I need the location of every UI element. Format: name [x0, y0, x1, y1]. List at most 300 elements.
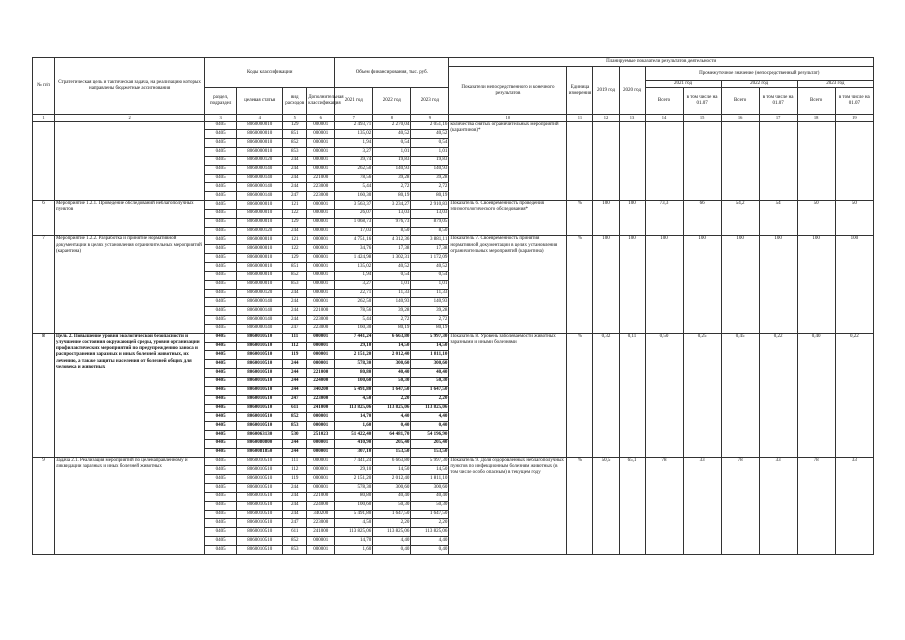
- amount-2022: 50,30: [373, 377, 411, 386]
- amount-2021: 3 563,37: [335, 201, 373, 210]
- dop-cell: 000001: [307, 466, 335, 475]
- amount-2021: 262,50: [335, 165, 373, 174]
- vid-cell: 121: [283, 201, 307, 210]
- dop-cell: 340200: [307, 510, 335, 519]
- razdel-cell: 0405: [205, 466, 237, 475]
- dop-cell: 000001: [307, 227, 335, 236]
- indicator-i2023t: 50: [797, 201, 835, 236]
- razdel-cell: 0405: [205, 448, 237, 457]
- amount-2022: 140,93: [373, 165, 411, 174]
- razdel-cell: 0405: [205, 351, 237, 360]
- vid-cell: 853: [283, 280, 307, 289]
- stat-cell: 8060010510: [237, 501, 283, 510]
- row-number: 8: [33, 333, 55, 457]
- amount-2023: 0,54: [411, 271, 449, 280]
- amount-2022: 11,33: [373, 289, 411, 298]
- indicator-i2022t: 54,2: [721, 201, 759, 236]
- amount-2021: 17,03: [335, 227, 373, 236]
- vid-cell: 129: [283, 254, 307, 263]
- column-number: 2: [55, 115, 205, 122]
- dop-cell: 000001: [307, 218, 335, 227]
- table-row: [33, 236, 874, 245]
- amount-2022: 2 270,04: [373, 121, 411, 130]
- razdel-cell: 0405: [205, 280, 237, 289]
- razdel-cell: 0405: [205, 333, 237, 342]
- amount-2023: 11,33: [411, 289, 449, 298]
- stat-cell: 8060010510: [237, 377, 283, 386]
- indicator-i2022h: 100: [759, 236, 797, 333]
- stat-cell: 8060081850: [237, 448, 283, 457]
- amount-2023: 39,28: [411, 307, 449, 316]
- stat-cell: 8060000010: [237, 201, 283, 210]
- table-row: [33, 121, 874, 130]
- header-volume: Объем финансирования, тыс. руб.: [335, 58, 449, 88]
- stat-cell: 8060000120: [237, 289, 283, 298]
- vid-cell: 244: [283, 386, 307, 395]
- amount-2022: 14,50: [373, 466, 411, 475]
- stat-cell: 8060000140: [237, 324, 283, 333]
- header-stat: целевая статья: [237, 88, 283, 115]
- amount-2022: 6 663,80: [373, 457, 411, 466]
- column-number: 11: [567, 115, 593, 122]
- amount-2023: 5 997,30: [411, 333, 449, 342]
- amount-2022: 14,50: [373, 342, 411, 351]
- dop-cell: 000001: [307, 342, 335, 351]
- razdel-cell: 0405: [205, 121, 237, 130]
- amount-2023: 19,83: [411, 156, 449, 165]
- stat-cell: 8060000010: [237, 139, 283, 148]
- indicator-text: Показатель 8. Уровень заболеваемости животных заразными и иными болезнями: [449, 333, 567, 457]
- vid-cell: 247: [283, 192, 307, 201]
- amount-2023: 300,60: [411, 484, 449, 493]
- indicator-i2021h: 100: [683, 236, 721, 333]
- indicator-i2021t: 73,3: [645, 201, 683, 236]
- razdel-cell: 0405: [205, 130, 237, 139]
- indicator-i2023h: [835, 121, 873, 201]
- column-number: 14: [645, 115, 683, 122]
- dop-cell: 000001: [307, 156, 335, 165]
- dop-cell: 000001: [307, 201, 335, 210]
- dop-cell: 000001: [307, 298, 335, 307]
- stat-cell: 8060010510: [237, 333, 283, 342]
- amount-2021: 4,50: [335, 395, 373, 404]
- amount-2021: 5,44: [335, 183, 373, 192]
- vid-cell: 121: [283, 236, 307, 245]
- indicator-i2021h: 0,25: [683, 333, 721, 457]
- razdel-cell: 0405: [205, 165, 237, 174]
- vid-cell: 129: [283, 121, 307, 130]
- row-number: 7: [33, 236, 55, 333]
- amount-2022: 1,01: [373, 280, 411, 289]
- amount-2023: 1,01: [411, 280, 449, 289]
- stat-cell: 8060000010: [237, 271, 283, 280]
- amount-2021: 160,30: [335, 324, 373, 333]
- amount-2022: 3 234,27: [373, 201, 411, 210]
- indicator-i2022t: 0,45: [721, 333, 759, 457]
- indicator-i2023h: 100: [835, 236, 873, 333]
- dop-cell: 000001: [307, 280, 335, 289]
- razdel-cell: 0405: [205, 245, 237, 254]
- amount-2023: 50,30: [411, 501, 449, 510]
- amount-2021: 2 151,20: [335, 475, 373, 484]
- header-incl-2021: в том числе на 01.07: [683, 88, 721, 115]
- amount-2021: 29,10: [335, 466, 373, 475]
- vid-cell: 852: [283, 537, 307, 546]
- vid-cell: 851: [283, 130, 307, 139]
- amount-2022: 2 012,40: [373, 351, 411, 360]
- stat-cell: 8060000140: [237, 298, 283, 307]
- dop-cell: 000001: [307, 236, 335, 245]
- stat-cell: 8060010510: [237, 369, 283, 378]
- razdel-cell: 0405: [205, 519, 237, 528]
- razdel-cell: 0405: [205, 431, 237, 440]
- stat-cell: 8060000010: [237, 254, 283, 263]
- amount-2021: 1,94: [335, 271, 373, 280]
- stat-cell: 8060000140: [237, 174, 283, 183]
- vid-cell: 112: [283, 342, 307, 351]
- amount-2023: 54 196,90: [411, 431, 449, 440]
- amount-2023: 13,03: [411, 209, 449, 218]
- header-i2022: 2022 год: [721, 81, 797, 88]
- amount-2022: 39,28: [373, 307, 411, 316]
- razdel-cell: 0405: [205, 148, 237, 157]
- stat-cell: 8060000010: [237, 130, 283, 139]
- amount-2022: 300,60: [373, 360, 411, 369]
- razdel-cell: 0405: [205, 422, 237, 431]
- razdel-cell: 0405: [205, 413, 237, 422]
- dop-cell: 223000: [307, 316, 335, 325]
- amount-2023: 1 811,10: [411, 475, 449, 484]
- indicator-v2020: [619, 121, 645, 201]
- dop-cell: 000001: [307, 148, 335, 157]
- goal-text: Мероприятие 1.2.2. Разработка и принятие нормативной документации в целях установления ограничительных мероприятий (карантина): [55, 236, 205, 333]
- dop-cell: 000001: [307, 546, 335, 555]
- amount-2021: 5 491,80: [335, 386, 373, 395]
- amount-2022: 50,30: [373, 501, 411, 510]
- amount-2021: 410,90: [335, 439, 373, 448]
- indicator-i2021t: 100: [645, 236, 683, 333]
- razdel-cell: 0405: [205, 218, 237, 227]
- razdel-cell: 0405: [205, 492, 237, 501]
- vid-cell: 244: [283, 510, 307, 519]
- header-2019: 2019 год: [593, 67, 619, 115]
- header-v2023: 2023 год: [411, 88, 449, 115]
- stat-cell: 8060000140: [237, 316, 283, 325]
- amount-2021: 78,56: [335, 174, 373, 183]
- stat-cell: 8060000140: [237, 165, 283, 174]
- indicator-unit: %: [567, 333, 593, 457]
- dop-cell: 223000: [307, 192, 335, 201]
- vid-cell: 244: [283, 360, 307, 369]
- indicator-i2022h: 33: [759, 457, 797, 554]
- column-number: 15: [683, 115, 721, 122]
- amount-2021: 2 493,71: [335, 121, 373, 130]
- column-number: 18: [797, 115, 835, 122]
- razdel-cell: 0405: [205, 546, 237, 555]
- stat-cell: 8060010510: [237, 484, 283, 493]
- header-incl-2022: в том числе на 01.07: [759, 88, 797, 115]
- razdel-cell: 0405: [205, 236, 237, 245]
- amount-2023: 2,72: [411, 316, 449, 325]
- vid-cell: 853: [283, 546, 307, 555]
- amount-2023: 1 172,09: [411, 254, 449, 263]
- amount-2023: 1,01: [411, 148, 449, 157]
- amount-2023: 0,54: [411, 139, 449, 148]
- amount-2021: 100,60: [335, 377, 373, 386]
- vid-cell: 852: [283, 139, 307, 148]
- vid-cell: 112: [283, 466, 307, 475]
- indicator-i2021t: 78: [645, 457, 683, 554]
- amount-2021: 14,70: [335, 413, 373, 422]
- budget-table-page: [32, 57, 874, 555]
- amount-2021: 22,71: [335, 289, 373, 298]
- stat-cell: 8060010510: [237, 342, 283, 351]
- indicator-unit: %: [567, 201, 593, 236]
- stat-cell: 8060000120: [237, 227, 283, 236]
- vid-cell: 244: [283, 227, 307, 236]
- amount-2022: 2,72: [373, 316, 411, 325]
- amount-2023: 113 825,06: [411, 528, 449, 537]
- stat-cell: 8060063130: [237, 431, 283, 440]
- amount-2022: 153,50: [373, 448, 411, 457]
- amount-2021: 578,30: [335, 484, 373, 493]
- vid-cell: 244: [283, 492, 307, 501]
- stat-cell: 8060010510: [237, 351, 283, 360]
- header-i2021: 2021 год: [645, 81, 721, 88]
- dop-cell: 241000: [307, 528, 335, 537]
- amount-2022: 0,54: [373, 139, 411, 148]
- dop-cell: 241000: [307, 404, 335, 413]
- indicator-text: Показатель 9. Доля оздоровленных неблагополучных пунктов по инфекционным болезням животных (в том числе особо опасным) в текущем году: [449, 457, 567, 554]
- goal-text: Мероприятие 1.2.1. Проведение обследований неблагополучных пунктов: [55, 201, 205, 236]
- header-v2022: 2022 год: [373, 88, 411, 115]
- razdel-cell: 0405: [205, 377, 237, 386]
- amount-2021: 80,80: [335, 369, 373, 378]
- vid-cell: 852: [283, 413, 307, 422]
- amount-2021: 1 424,98: [335, 254, 373, 263]
- row-number: [33, 121, 55, 201]
- razdel-cell: 0405: [205, 289, 237, 298]
- amount-2021: 78,56: [335, 307, 373, 316]
- amount-2022: 1,01: [373, 148, 411, 157]
- header-num: № п/п: [33, 58, 55, 115]
- indicator-v2019: [593, 121, 619, 201]
- row-number: 6: [33, 201, 55, 236]
- dop-cell: 000001: [307, 439, 335, 448]
- vid-cell: 853: [283, 422, 307, 431]
- dop-cell: 000001: [307, 484, 335, 493]
- column-number: 4: [237, 115, 283, 122]
- indicator-v2019: 100: [593, 201, 619, 236]
- dop-cell: 000001: [307, 457, 335, 466]
- vid-cell: 244: [283, 484, 307, 493]
- header-indicator: Показатели непосредственного и конечного результатов: [449, 67, 567, 115]
- amount-2023: 1 811,10: [411, 351, 449, 360]
- stat-cell: 8060010510: [237, 546, 283, 555]
- dop-cell: 000001: [307, 271, 335, 280]
- amount-2022: 40,52: [373, 263, 411, 272]
- dop-cell: 000001: [307, 333, 335, 342]
- amount-2023: 2 051,16: [411, 121, 449, 130]
- stat-cell: 8060000010: [237, 280, 283, 289]
- amount-2022: 80,19: [373, 324, 411, 333]
- amount-2023: 4,40: [411, 413, 449, 422]
- column-number: 5: [283, 115, 307, 122]
- dop-cell: 251023: [307, 431, 335, 440]
- vid-cell: 247: [283, 519, 307, 528]
- indicator-text: Показатель 7. Своевременность принятия нормативной документации в целях установления ограничительных мероприятий (карантина): [449, 236, 567, 333]
- dop-cell: 000001: [307, 254, 335, 263]
- amount-2022: 2,20: [373, 395, 411, 404]
- dop-cell: 000001: [307, 360, 335, 369]
- razdel-cell: 0405: [205, 342, 237, 351]
- column-number: 9: [411, 115, 449, 122]
- vid-cell: 530: [283, 431, 307, 440]
- dop-cell: 000001: [307, 351, 335, 360]
- amount-2021: 80,80: [335, 492, 373, 501]
- razdel-cell: 0405: [205, 139, 237, 148]
- indicator-i2021t: [645, 121, 683, 201]
- dop-cell: 221000: [307, 492, 335, 501]
- header-incl-2023: в том числе на 01.07: [835, 88, 873, 115]
- amount-2021: 1,94: [335, 139, 373, 148]
- column-number: 1: [33, 115, 55, 122]
- amount-2023: 2 910,83: [411, 201, 449, 210]
- indicator-unit: %: [567, 236, 593, 333]
- stat-cell: 8060000010: [237, 218, 283, 227]
- amount-2022: 40,52: [373, 130, 411, 139]
- amount-2021: 7 441,24: [335, 457, 373, 466]
- dop-cell: 000001: [307, 121, 335, 130]
- indicator-v2019: 50,5: [593, 457, 619, 554]
- amount-2021: 7 441,24: [335, 333, 373, 342]
- razdel-cell: 0405: [205, 369, 237, 378]
- vid-cell: 129: [283, 218, 307, 227]
- amount-2022: 113 825,06: [373, 528, 411, 537]
- amount-2023: 140,93: [411, 165, 449, 174]
- amount-2022: 1 647,50: [373, 510, 411, 519]
- amount-2023: 300,60: [411, 360, 449, 369]
- amount-2022: 1 647,50: [373, 386, 411, 395]
- razdel-cell: 0405: [205, 395, 237, 404]
- header-total-2023: Всего: [797, 88, 835, 115]
- stat-cell: 8060010510: [237, 457, 283, 466]
- razdel-cell: 0405: [205, 254, 237, 263]
- vid-cell: 244: [283, 183, 307, 192]
- amount-2023: 8,50: [411, 227, 449, 236]
- amount-2021: 135,02: [335, 263, 373, 272]
- amount-2021: 578,30: [335, 360, 373, 369]
- razdel-cell: 0405: [205, 510, 237, 519]
- amount-2021: 4 751,16: [335, 236, 373, 245]
- stat-cell: 8060010510: [237, 360, 283, 369]
- indicator-v2020: 100: [619, 236, 645, 333]
- dop-cell: 000001: [307, 130, 335, 139]
- amount-2023: 2,20: [411, 519, 449, 528]
- amount-2021: 34,76: [335, 245, 373, 254]
- vid-cell: 244: [283, 448, 307, 457]
- header-dop: Дополнительная классификация: [307, 88, 335, 115]
- amount-2023: 14,50: [411, 342, 449, 351]
- amount-2022: 0,54: [373, 271, 411, 280]
- amount-2021: 39,74: [335, 156, 373, 165]
- amount-2023: 40,52: [411, 263, 449, 272]
- goal-text: [55, 121, 205, 201]
- amount-2022: 8,50: [373, 227, 411, 236]
- header-planned: Планируемые показатели результатов деятельности: [449, 58, 874, 67]
- stat-cell: 8060010510: [237, 475, 283, 484]
- header-vid: вид расходов: [283, 88, 307, 115]
- stat-cell: 8060000010: [237, 209, 283, 218]
- stat-cell: 8060000010: [237, 236, 283, 245]
- stat-cell: 8060000010: [237, 245, 283, 254]
- razdel-cell: 0405: [205, 528, 237, 537]
- razdel-cell: 0405: [205, 209, 237, 218]
- column-number: 7: [335, 115, 373, 122]
- vid-cell: 244: [283, 501, 307, 510]
- dop-cell: 223000: [307, 395, 335, 404]
- column-number: 8: [373, 115, 411, 122]
- amount-2021: 51 422,40: [335, 431, 373, 440]
- razdel-cell: 0405: [205, 271, 237, 280]
- vid-cell: 244: [283, 174, 307, 183]
- stat-cell: 8060010510: [237, 528, 283, 537]
- indicator-i2022h: 0,22: [759, 333, 797, 457]
- indicator-v2019: 100: [593, 236, 619, 333]
- amount-2021: 113 825,06: [335, 404, 373, 413]
- amount-2023: 4,40: [411, 537, 449, 546]
- stat-cell: 8060080800: [237, 439, 283, 448]
- indicator-i2023t: 78: [797, 457, 835, 554]
- dop-cell: 000001: [307, 475, 335, 484]
- indicator-unit: [567, 121, 593, 201]
- stat-cell: 8060010510: [237, 386, 283, 395]
- vid-cell: 244: [283, 377, 307, 386]
- amount-2021: 4,50: [335, 519, 373, 528]
- razdel-cell: 0405: [205, 324, 237, 333]
- indicator-i2022t: 100: [721, 236, 759, 333]
- header-codes: Коды классификации: [205, 58, 335, 88]
- indicator-i2023t: 0,40: [797, 333, 835, 457]
- indicator-i2023h: 0,22: [835, 333, 873, 457]
- header-unit: Единица измерения: [567, 67, 593, 115]
- razdel-cell: 0405: [205, 404, 237, 413]
- amount-2021: 100,60: [335, 501, 373, 510]
- amount-2023: 0,40: [411, 422, 449, 431]
- razdel-cell: 0405: [205, 263, 237, 272]
- razdel-cell: 0405: [205, 227, 237, 236]
- stat-cell: 8060010510: [237, 519, 283, 528]
- amount-2023: 1 647,50: [411, 510, 449, 519]
- amount-2023: 40,52: [411, 130, 449, 139]
- stat-cell: 8060000140: [237, 307, 283, 316]
- amount-2021: 1,60: [335, 422, 373, 431]
- dop-cell: 000001: [307, 165, 335, 174]
- dop-cell: 223000: [307, 183, 335, 192]
- razdel-cell: 0405: [205, 307, 237, 316]
- indicator-v2020: 100: [619, 201, 645, 236]
- vid-cell: 244: [283, 298, 307, 307]
- dop-cell: 000001: [307, 448, 335, 457]
- amount-2023: 39,28: [411, 174, 449, 183]
- column-number: 16: [721, 115, 759, 122]
- stat-cell: 8060010510: [237, 413, 283, 422]
- indicator-i2023h: 33: [835, 457, 873, 554]
- dop-cell: 223000: [307, 519, 335, 528]
- indicator-i2021h: [683, 121, 721, 201]
- amount-2021: 2 151,20: [335, 351, 373, 360]
- indicator-text: Показатель 6. Своевременность проведения эпизоотологического обследования*: [449, 201, 567, 236]
